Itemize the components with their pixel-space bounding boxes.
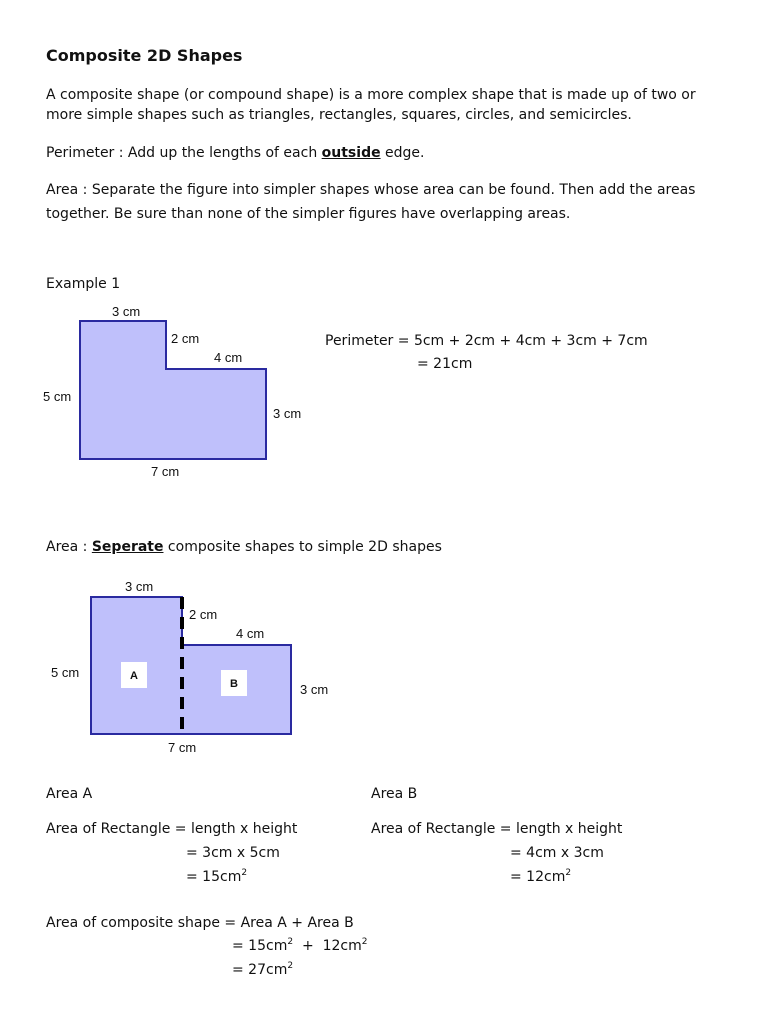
dim-step-h-1: 4 cm [214,350,243,365]
intro-line-1: A composite shape (or compound shape) is a more complex shape that is made up of two or [46,87,696,103]
intro-line-2: more simple shapes such as triangles, rectangles, squares, circles, and semicircles. [46,107,632,123]
perimeter-calc-line-1: Perimeter = 5cm + 2cm + 4cm + 3cm + 7cm [325,333,648,349]
label-b: B [230,678,238,690]
area-a-formula: Area of Rectangle = length x height [46,821,298,837]
area-b-step-1: = 4cm x 3cm [510,845,604,861]
dim-right-1: 3 cm [273,406,302,421]
composite-formula: Area of composite shape = Area A + Area B [46,915,354,931]
perimeter-definition: Perimeter : Add up the lengths of each outside edge. [46,145,425,161]
area-b-heading: Area B [371,786,418,802]
outside-emphasis: outside [321,145,381,161]
dim-top-2: 3 cm [125,579,154,594]
example-1-diagram [43,304,301,479]
label-a: A [130,670,138,682]
dim-right-2: 3 cm [300,682,329,697]
dim-step-v-1: 2 cm [171,331,200,346]
area-definition-line-2: together. Be sure than none of the simpler figures have overlapping areas. [46,206,571,222]
seperate-emphasis: Seperate [91,539,164,555]
composite-step-1: = $15cm^2 + 12cm^2$ [232,937,368,954]
example-1-label: Example 1 [46,276,121,292]
separation-diagram [51,579,328,755]
perimeter-calc-line-2: = 21cm [417,356,473,372]
page-title: Composite 2D Shapes [46,46,243,65]
dim-step-h-2: 4 cm [236,626,265,641]
separate-heading: Area : Seperate composite shapes to simple 2D shapes [46,539,442,555]
composite-result: = $27cm^2$ [232,961,294,978]
area-a-result: = $15cm^2$ [186,868,248,885]
area-b-result: = $12cm^2$ [510,868,572,885]
dim-left-1: 5 cm [43,389,72,404]
dim-bottom-1: 7 cm [151,464,180,479]
dim-top-1: 3 cm [112,304,141,319]
dim-step-v-2: 2 cm [189,607,218,622]
dim-left-2: 5 cm [51,665,80,680]
area-definition-line-1: Area : Separate the figure into simpler shapes whose area can be found. Then add the areas [46,182,696,198]
area-b-formula: Area of Rectangle = length x height [371,821,623,837]
area-a-step-1: = 3cm x 5cm [186,845,280,861]
area-a-heading: Area A [46,786,93,802]
dim-bottom-2: 7 cm [168,740,197,755]
